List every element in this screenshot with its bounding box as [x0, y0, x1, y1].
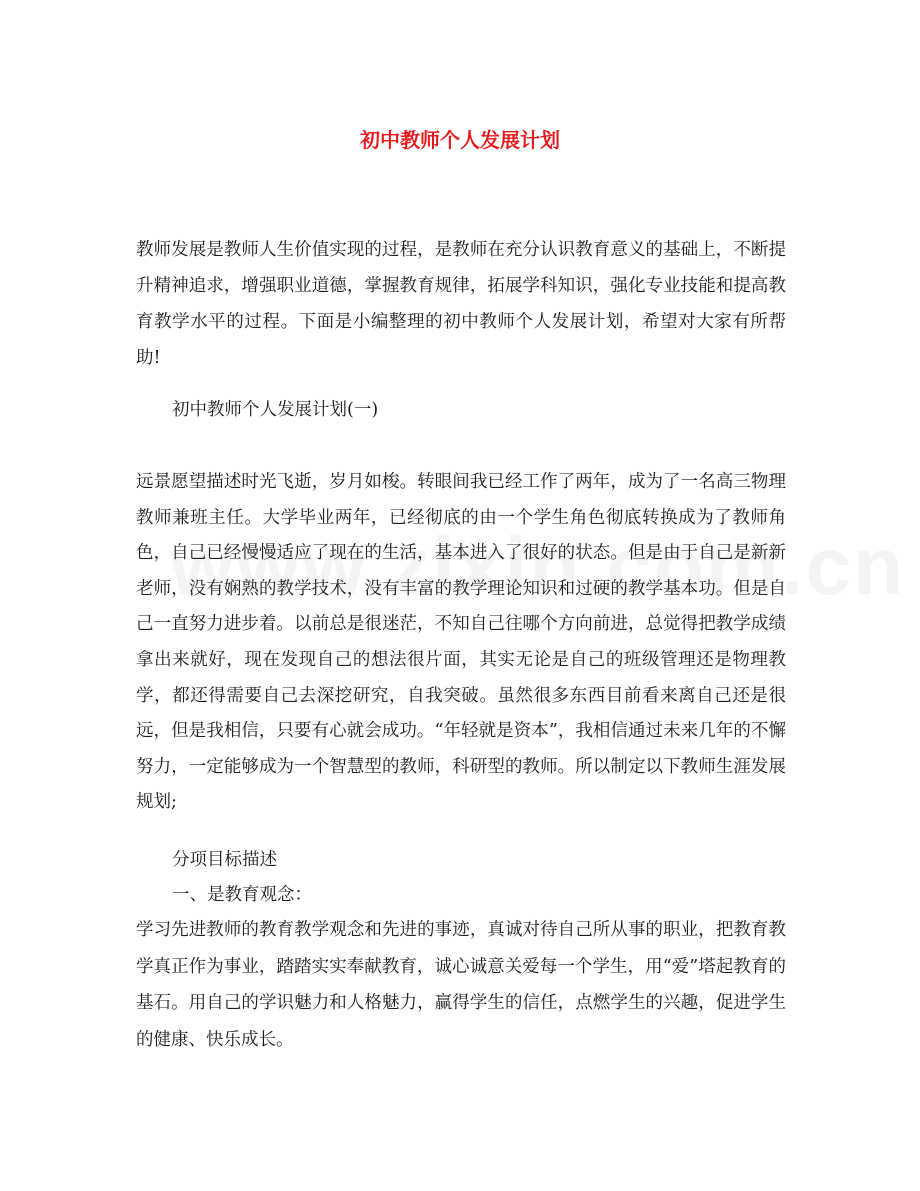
goals-heading: 分项目标描述 [172, 850, 277, 870]
intro-paragraph: 教师发展是教师人生价值实现的过程，是教师在充分认识教育意义的基础上，不断提升精神追求，增强职业道德，掌握教育规律，拓展学科知识，强化专业技能和提高教育教学水平的过程。下面是小编整理的初中教师个人发展计划，希望对大家有所帮助! [136, 240, 786, 368]
document-title: 初中教师个人发展计划 [360, 128, 560, 152]
section-one-body: 远景愿望描述时光飞逝，岁月如梭。转眼间我已经工作了两年，成为了一名高三物理教师兼班主任。大学毕业两年，已经彻底的由一个学生角色彻底转换成为了教师角色，自己已经慢慢适应了现在的生活，基本进入了很好的状态。但是由于自己是新新老师，没有娴熟的教学技术，没有丰富的教学理论知识和过硬的教学基本功。但是自己一直努力进步着。以前总是很迷茫，不知自己往哪个方向前进，总觉得把教学成绩拿出来就好，现在发现自己的想法很片面，其实无论是自己的班级管理还是物理教学，都还得需要自己去深挖研究，自我突破。虽然很多东西目前看来离自己还是很远，但是我相信，只要有心就会成功。“年轻就是资本”，我相信通过未来几年的不懈努力，一定能够成为一个智慧型的教师，科研型的教师。所以制定以下教师生涯发展规划; [136, 472, 786, 813]
concept-heading: 一、是教育观念： [172, 885, 312, 905]
section-one-title: 初中教师个人发展计划(一) [172, 400, 379, 420]
concept-body: 学习先进教师的教育教学观念和先进的事迹，真诚对待自己所从事的职业，把教育教学真正作为事业，踏踏实实奉献教育，诚心诚意关爱每一个学生，用“爱”塔起教育的基石。用自己的学识魅力和人格魅力，赢得学生的信任，点燃学生的兴趣，促进学生的健康、快乐成长。 [136, 920, 786, 1050]
